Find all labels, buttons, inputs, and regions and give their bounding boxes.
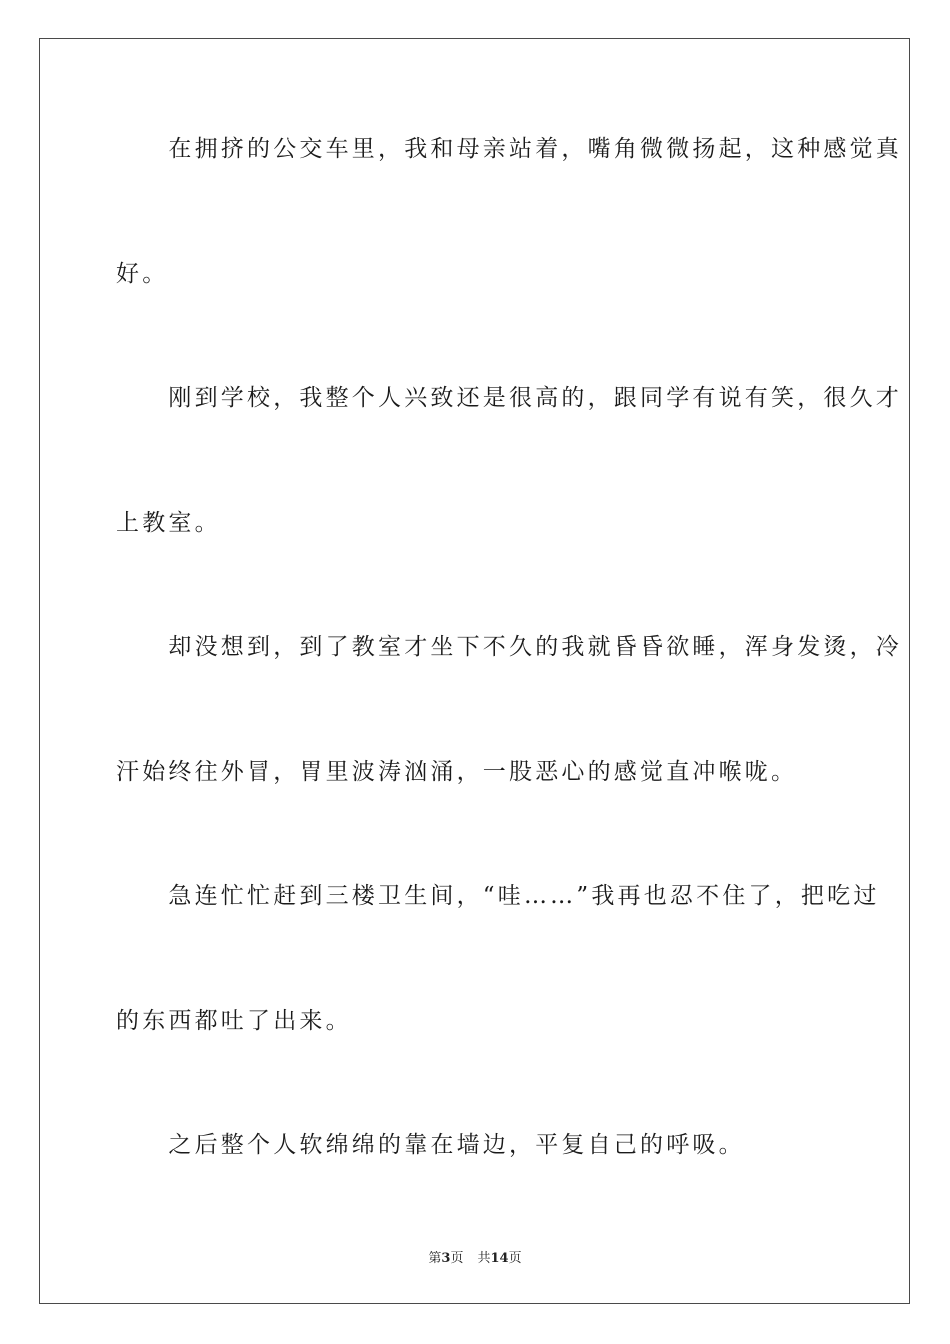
text-line-1: 在拥挤的公交车里，我和母亲站着，嘴角微微扬起，这种感觉真 — [116, 136, 902, 162]
page-footer — [0, 1247, 950, 1266]
text-line-8: 的东西都吐了出来。 — [116, 1008, 352, 1034]
page-number: 3 — [441, 1251, 451, 1266]
total-suffix: 页 — [508, 1251, 522, 1266]
page-suffix: 页 — [450, 1251, 464, 1266]
total-pages: 14 — [490, 1251, 509, 1266]
text-line-6: 汗始终往外冒，胃里波涛汹涌，一股恶心的感觉直冲喉咙。 — [116, 759, 798, 785]
text-line-7: 急连忙忙赶到三楼卫生间，“哇……”我再也忍不住了，把吃过 — [116, 883, 880, 909]
text-line-4: 上教室。 — [116, 510, 221, 536]
text-line-3: 刚到学校，我整个人兴致还是很高的，跟同学有说有笑，很久才 — [116, 385, 902, 411]
total-prefix: 共 — [477, 1251, 491, 1266]
page-border — [39, 38, 910, 1304]
page-prefix: 第 — [428, 1251, 442, 1266]
text-line-2: 好。 — [116, 261, 169, 287]
text-line-9: 之后整个人软绵绵的靠在墙边，平复自己的呼吸。 — [116, 1132, 745, 1158]
text-line-5: 却没想到，到了教室才坐下不久的我就昏昏欲睡，浑身发烫，冷 — [116, 634, 902, 660]
